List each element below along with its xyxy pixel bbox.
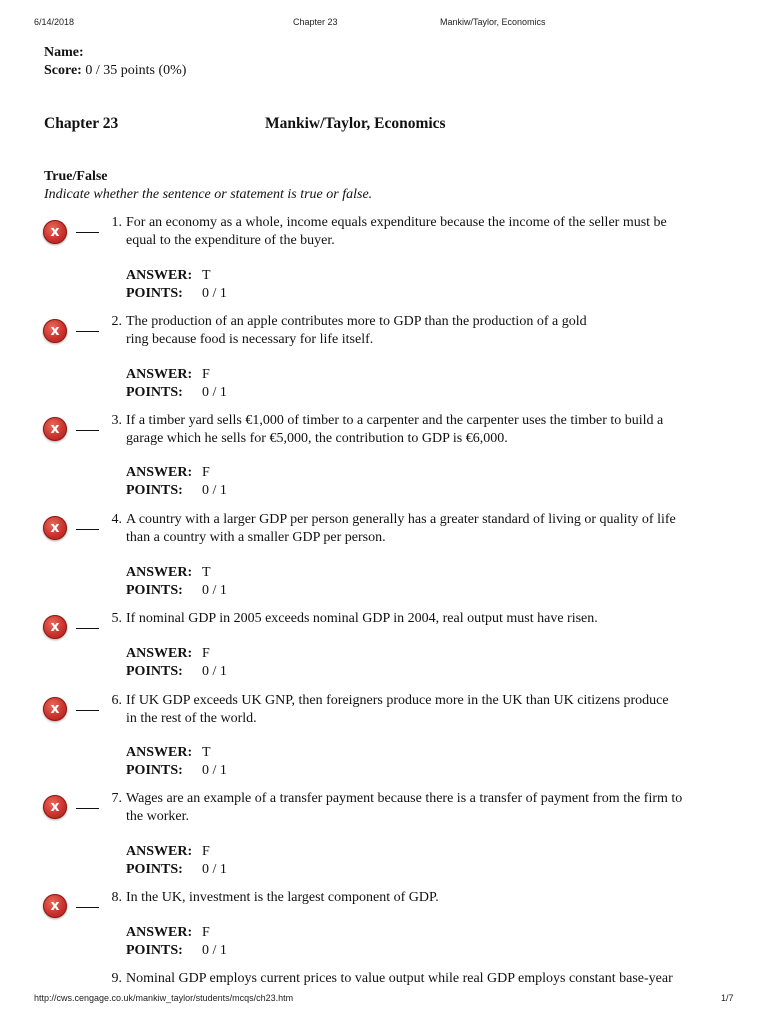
incorrect-x-icon: x xyxy=(43,516,67,540)
points-value: 0 / 1 xyxy=(202,483,227,498)
question-number: 1. xyxy=(111,215,122,230)
incorrect-x-icon: x xyxy=(43,417,67,441)
incorrect-x-icon: x xyxy=(43,697,67,721)
print-footer xyxy=(0,993,768,1009)
incorrect-x-icon: x xyxy=(43,319,67,343)
question-text: A country with a larger GDP per person generally has a greater standard of living or quality of life than a country with a smaller GDP per person. xyxy=(126,512,676,545)
question-text: Wages are an example of a transfer payment because there is a transfer of payment from the firm to the worker. xyxy=(126,791,683,824)
answer-line: ANSWER: F xyxy=(126,844,210,859)
question-number: 6. xyxy=(111,693,122,708)
points-value: 0 / 1 xyxy=(202,943,227,958)
title-chapter: Chapter 23 xyxy=(44,115,119,132)
question-text: The production of an apple contributes more to GDP than the production of a gold ring because food is necessary for life itself. xyxy=(126,314,587,347)
question-text: If UK GDP exceeds UK GNP, then foreigners produce more in the UK than UK citizens produce in the rest of the world. xyxy=(126,693,669,726)
answer-line: ANSWER: F xyxy=(126,465,210,480)
answer-blank[interactable] xyxy=(76,412,99,431)
points-line: POINTS: 0 / 1 xyxy=(126,943,227,958)
answer-value: T xyxy=(202,745,211,760)
answer-line: ANSWER: F xyxy=(126,925,210,940)
points-line: POINTS: 0 / 1 xyxy=(126,862,227,877)
incorrect-x-icon: x xyxy=(43,894,67,918)
answer-blank[interactable] xyxy=(76,313,99,332)
question-text: Nominal GDP employs current prices to value output while real GDP employs constant base-year xyxy=(126,971,673,986)
question-number: 2. xyxy=(111,314,122,329)
incorrect-x-icon: x xyxy=(43,220,67,244)
answer-line: ANSWER: T xyxy=(126,565,211,580)
answer-line: ANSWER: F xyxy=(126,367,210,382)
question-number: 5. xyxy=(111,611,122,626)
question-text: For an economy as a whole, income equals expenditure because the income of the seller must be equal to the expenditure of the buyer. xyxy=(126,215,667,248)
answer-blank[interactable] xyxy=(76,610,99,629)
answer-value: F xyxy=(202,465,210,480)
name-label: Name: xyxy=(44,45,84,60)
answer-value: T xyxy=(202,268,211,283)
print-header xyxy=(0,17,768,33)
points-line: POINTS: 0 / 1 xyxy=(126,763,227,778)
incorrect-x-icon: x xyxy=(43,615,67,639)
print-book: Mankiw/Taylor, Economics xyxy=(440,17,546,27)
question-text: In the UK, investment is the largest component of GDP. xyxy=(126,890,439,905)
section-instructions: Indicate whether the sentence or statement is true or false. xyxy=(44,187,373,202)
points-value: 0 / 1 xyxy=(202,763,227,778)
question-text: If a timber yard sells €1,000 of timber to a carpenter and the carpenter uses the timber to build a garage which he sells for €5,000, the contribution to GDP is €6,000. xyxy=(126,413,664,446)
incorrect-x-icon: x xyxy=(43,795,67,819)
points-value: 0 / 1 xyxy=(202,862,227,877)
answer-line: ANSWER: T xyxy=(126,745,211,760)
points-line: POINTS: 0 / 1 xyxy=(126,583,227,598)
question-number: 7. xyxy=(111,791,122,806)
points-value: 0 / 1 xyxy=(202,664,227,679)
points-value: 0 / 1 xyxy=(202,583,227,598)
answer-blank[interactable] xyxy=(76,889,99,908)
print-date: 6/14/2018 xyxy=(34,17,75,27)
points-line: POINTS: 0 / 1 xyxy=(126,483,227,498)
answer-value: F xyxy=(202,925,210,940)
question-number: 3. xyxy=(111,413,122,428)
title-book: Mankiw/Taylor, Economics xyxy=(265,115,446,132)
answer-line: ANSWER: F xyxy=(126,646,210,661)
question-number: 8. xyxy=(111,890,122,905)
answer-blank[interactable] xyxy=(76,214,99,233)
answer-blank[interactable] xyxy=(76,692,99,711)
answer-line: ANSWER: T xyxy=(126,268,211,283)
answer-value: F xyxy=(202,367,210,382)
score-value: 0 / 35 points (0%) xyxy=(85,63,187,78)
score-label: Score: xyxy=(44,63,82,78)
points-line: POINTS: 0 / 1 xyxy=(126,664,227,679)
points-value: 0 / 1 xyxy=(202,286,227,301)
print-chapter: Chapter 23 xyxy=(293,17,338,27)
answer-blank[interactable] xyxy=(76,511,99,530)
section-header xyxy=(44,168,372,204)
question-number: 4. xyxy=(111,512,122,527)
print-page-number: 1/7 xyxy=(721,993,734,1003)
question-text: If nominal GDP in 2005 exceeds nominal GDP in 2004, real output must have risen. xyxy=(126,611,598,626)
points-line: POINTS: 0 / 1 xyxy=(126,286,227,301)
answer-value: T xyxy=(202,565,211,580)
section-title: True/False xyxy=(44,169,108,184)
answer-value: F xyxy=(202,844,210,859)
answer-value: F xyxy=(202,646,210,661)
print-url[interactable]: http://cws.cengage.co.uk/mankiw_taylor/students/mcqs/ch23.htm xyxy=(34,993,294,1003)
points-line: POINTS: 0 / 1 xyxy=(126,385,227,400)
answer-blank[interactable] xyxy=(76,790,99,809)
question-number: 9. xyxy=(111,971,122,986)
points-value: 0 / 1 xyxy=(202,385,227,400)
score-block xyxy=(44,44,186,80)
